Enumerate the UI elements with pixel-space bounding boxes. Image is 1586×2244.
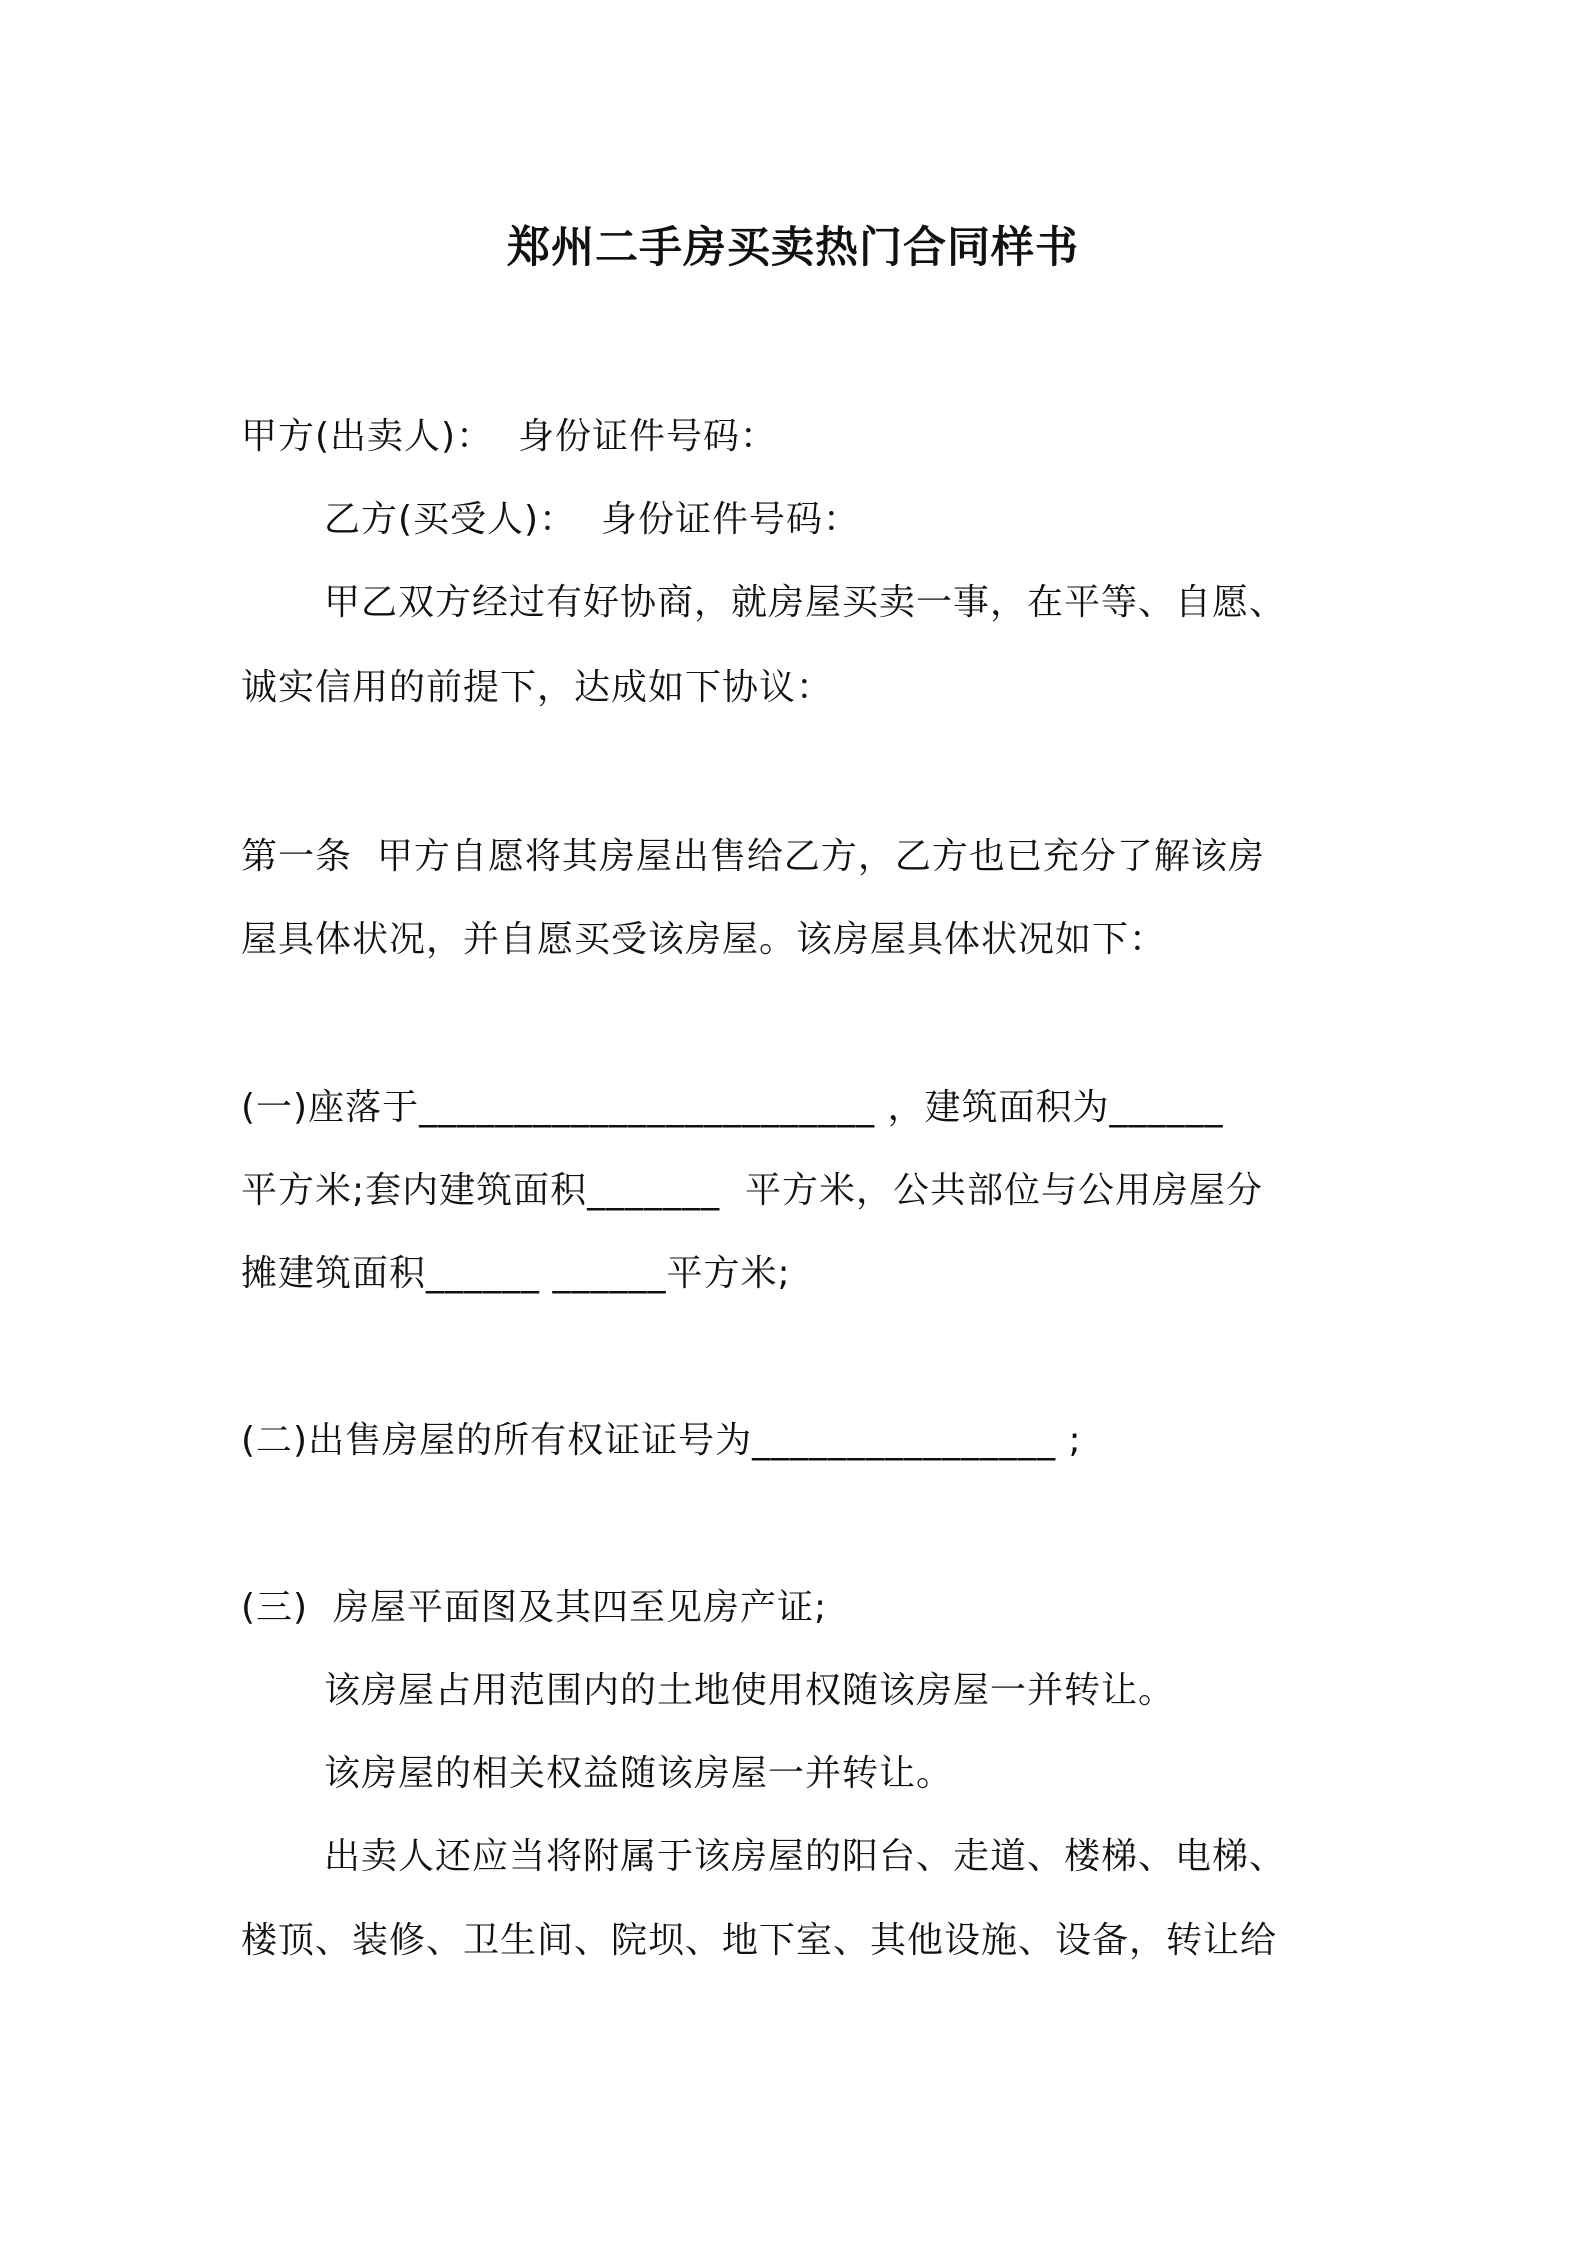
item-2-line: (二)出售房屋的所有权证证号为________________ ;: [241, 1420, 1082, 1461]
item-1-line-2: 平方米;套内建筑面积_______ 平方米，公共部位与公用房屋分: [241, 1170, 1264, 1211]
rights-line: 该房屋的相关权益随该房屋一并转让。: [324, 1753, 954, 1794]
facilities-line-1: 出卖人还应当将附属于该房屋的阳台、走道、楼梯、电梯、: [324, 1836, 1287, 1877]
article-1-line-2: 屋具体状况，并自愿买受该房屋。该房屋具体状况如下：: [241, 919, 1167, 960]
intro-line-2: 诚实信用的前提下，达成如下协议：: [241, 667, 834, 708]
item-3-line: (三) 房屋平面图及其四至见房产证;: [241, 1587, 828, 1628]
document-title: 郑州二手房买卖热门合同样书: [507, 223, 1079, 273]
land-use-line: 该房屋占用范围内的土地使用权随该房屋一并转让。: [324, 1670, 1176, 1711]
article-1-line-1: 第一条 甲方自愿将其房屋出售给乙方，乙方也已充分了解该房: [241, 836, 1265, 877]
item-1-line-3: 摊建筑面积______ ______平方米;: [241, 1253, 791, 1294]
party-b-line: 乙方(买受人)： 身份证件号码：: [324, 499, 860, 540]
facilities-line-2: 楼顶、装修、卫生间、院坝、地下室、其他设施、设备，转让给: [241, 1920, 1278, 1961]
intro-line-1: 甲乙双方经过有好协商，就房屋买卖一事，在平等、自愿、: [324, 582, 1287, 623]
party-a-line: 甲方(出卖人)： 身份证件号码：: [241, 416, 777, 457]
item-1-line-1: (一)座落于________________________ ，建筑面积为______: [241, 1087, 1224, 1128]
